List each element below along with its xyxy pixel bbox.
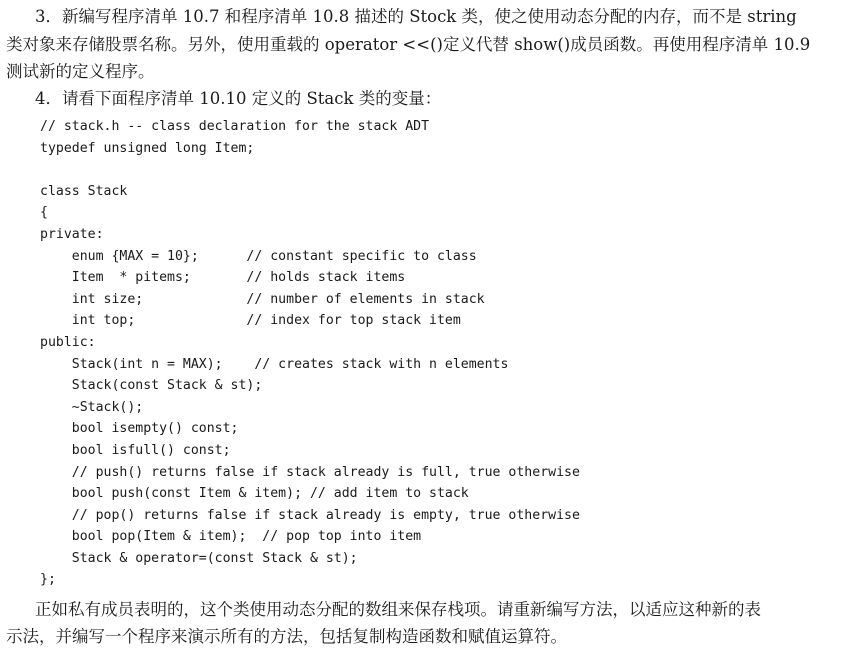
code-line: ~Stack(); — [40, 399, 144, 415]
code-line: // stack.h -- class declaration for the stack ADT — [40, 119, 430, 134]
code-line: enum {MAX = 10}; // constant specific to class — [40, 248, 477, 264]
question-4-intro: 4．请看下面程序清单 10.10 定义的 Stack 类的变量： — [35, 89, 442, 108]
code-line — [40, 159, 580, 181]
code-line: int top; // index for top stack item — [40, 313, 461, 329]
code-line: Stack(const Stack & st); — [40, 378, 263, 394]
question-3-line-2: 类对象来存储股票名称。另外，使用重载的 operator <<()定义代替 show()成员函数。再使用程序清单 10.9 — [6, 35, 811, 54]
code-line: private: — [40, 226, 104, 242]
code-line: Stack & operator=(const Stack & st); — [40, 550, 358, 566]
code-line: Stack(int n = MAX); // creates stack with n elements — [40, 356, 509, 372]
closing-line-1: 正如私有成员表明的，这个类使用动态分配的数组来保存栈项。请重新编写方法，以适应这种新的表 — [35, 600, 761, 619]
code-line: { — [40, 205, 48, 221]
question-3-line-3: 测试新的定义程序。 — [6, 62, 155, 81]
code-listing — [40, 116, 580, 591]
code-line: bool isfull() const; — [40, 442, 231, 458]
code-line: // pop() returns false if stack already is empty, true otherwise — [40, 507, 580, 523]
code-line: bool push(const Item & item); // add item to stack — [40, 486, 469, 502]
closing-line-2: 示法，并编写一个程序来演示所有的方法，包括复制构造函数和赋值运算符。 — [6, 627, 567, 646]
question-3-line-1: 3．新编写程序清单 10.7 和程序清单 10.8 描述的 Stock 类，使之使用动态分配的内存，而不是 string — [35, 7, 797, 26]
code-line: int size; // number of elements in stack — [40, 291, 485, 307]
code-line: public: — [40, 334, 96, 350]
code-line: }; — [40, 572, 56, 588]
code-line: bool isempty() const; — [40, 421, 239, 437]
code-line: // push() returns false if stack already is full, true otherwise — [40, 464, 580, 480]
code-line: Item * pitems; // holds stack items — [40, 270, 406, 286]
code-line: class Stack — [40, 183, 128, 199]
code-line: bool pop(Item & item); // pop top into item — [40, 529, 422, 545]
code-line: typedef unsigned long Item; — [40, 140, 255, 156]
